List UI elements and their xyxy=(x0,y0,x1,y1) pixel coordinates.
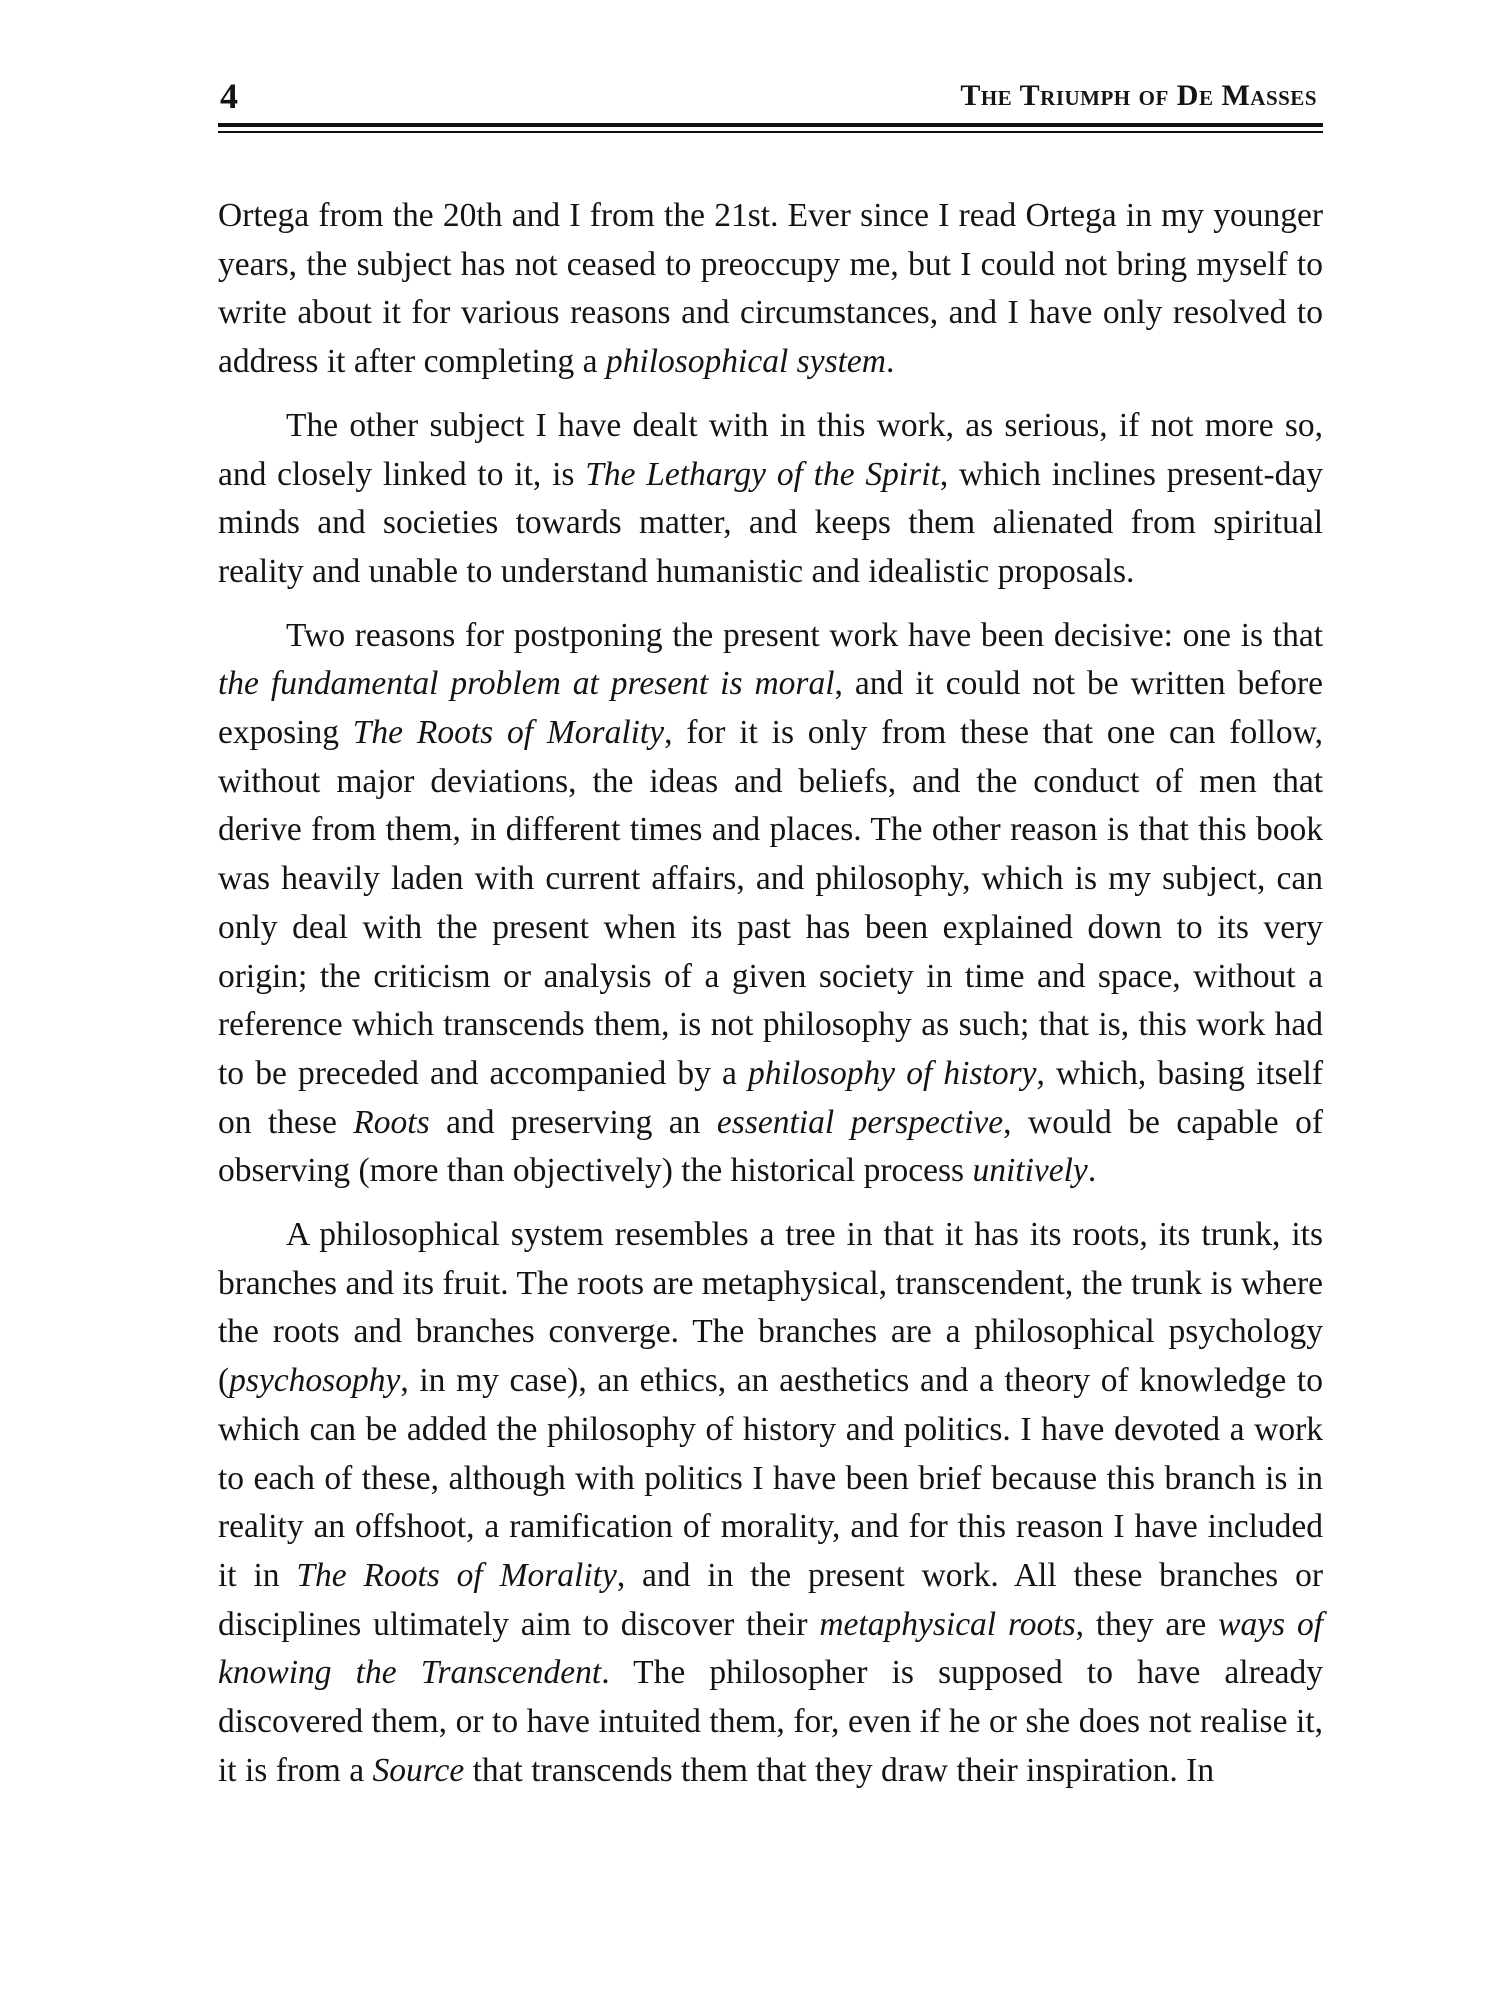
text-segment: and preserving an xyxy=(429,1103,717,1141)
text-segment: , which, basing itself on these xyxy=(218,1054,1323,1141)
page-number: 4 xyxy=(220,76,238,116)
paragraph xyxy=(218,612,1323,1196)
italic-text-segment: essential perspective xyxy=(716,1103,1004,1141)
text-segment: that transcends them that they draw their inspiration. In xyxy=(464,1751,1215,1789)
text-segment: . The philosopher is supposed to have already discovered them, or to have intuited them, for, even if he or she does not realise it, it is from a xyxy=(218,1654,1323,1789)
text-segment: , for it is only from these that one can follow, without major deviations, the ideas and beliefs, and the conduct of men that derive from them, in different times and places. The other reason is that this book was heavily laden with current affairs, and philosophy, which is my subject, can only deal with the present when its past has been explained down to its very origin; the criticism or analysis of a given society in time and space, without a reference which transcends them, is not philosophy as such; that is, this work had to be preceded and accompanied by a xyxy=(218,714,1323,1092)
paragraph xyxy=(218,402,1323,597)
text-segment: . xyxy=(1087,1152,1097,1190)
italic-text-segment: Roots xyxy=(353,1103,430,1141)
body-text xyxy=(218,192,1323,1796)
italic-text-segment: Source xyxy=(372,1751,465,1789)
text-segment: , in my case), an ethics, an aesthetics and a theory of knowledge to which can be added the philosophy of history and politics. I have devoted a work to each of these, although with politics I have been brief because this branch is in reality an offshoot, a ramification of morality, and for this reason I have included it in xyxy=(218,1362,1323,1594)
italic-text-segment: ways of knowing the Transcendent xyxy=(218,1605,1323,1692)
italic-text-segment: philosophy of history xyxy=(748,1054,1037,1092)
text-segment: Two reasons for postponing the present work have been decisive: one is that xyxy=(286,616,1323,654)
text-segment: . xyxy=(885,343,895,381)
page-header xyxy=(218,68,1323,120)
book-page xyxy=(218,68,1323,1789)
text-segment: The other subject I have dealt with in this work, as serious, if not more so, and closely linked to it, is xyxy=(218,406,1323,493)
italic-text-segment: The Roots of Morality xyxy=(352,714,665,752)
italic-text-segment: The Lethargy of the Spirit xyxy=(585,455,940,493)
text-segment: , and it could not be written before exposing xyxy=(218,665,1323,752)
text-segment: Ortega from the 20th and I from the 21st. Ever since I read Ortega in my younger years, the subject has not ceased to preoccupy me, but I could not bring myself to write about it for various reasons and circumstances, and I have only resolved to address it after completing a xyxy=(218,197,1323,381)
text-segment: , would be capable of observing (more than objectively) the historical process xyxy=(218,1103,1323,1190)
text-segment: A philosophical system resembles a tree in that it has its roots, its trunk, its branches and its fruit. The roots are metaphysical, transcendent, the trunk is where the roots and branches converge. The branches are a philosophical psychology ( xyxy=(218,1216,1323,1400)
header-rule-thin xyxy=(218,131,1323,133)
italic-text-segment: philosophical system xyxy=(605,343,886,381)
italic-text-segment: psychosophy xyxy=(229,1362,401,1400)
header-rule-thick xyxy=(218,123,1323,127)
italic-text-segment: unitively xyxy=(972,1152,1088,1190)
italic-text-segment: the fundamental problem at present is moral xyxy=(218,665,835,703)
italic-text-segment: metaphysical roots xyxy=(819,1605,1076,1643)
paragraph xyxy=(218,1211,1323,1795)
text-segment: , they are xyxy=(1075,1605,1219,1643)
text-segment: , and in the present work. All these branches or disciplines ultimately aim to discover their xyxy=(218,1556,1323,1643)
running-title: The Triumph of De Masses xyxy=(960,79,1317,112)
paragraph xyxy=(218,192,1323,387)
text-segment: , which inclines present-day minds and societies towards matter, and keeps them alienated from spiritual reality and unable to understand humanistic and idealistic proposals. xyxy=(218,455,1323,590)
italic-text-segment: The Roots of Morality xyxy=(296,1556,617,1594)
